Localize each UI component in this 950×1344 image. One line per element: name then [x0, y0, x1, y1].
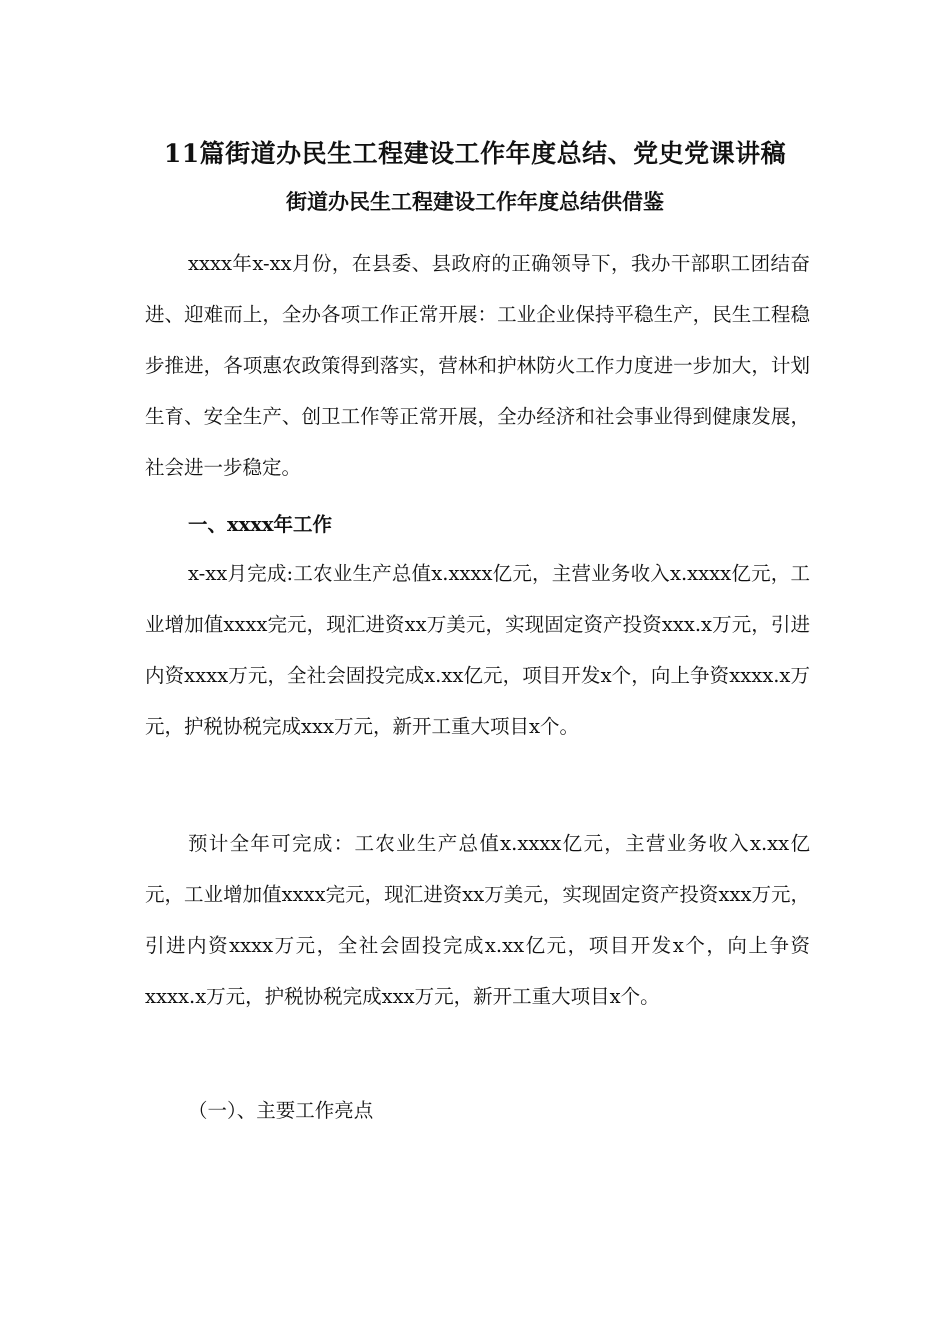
- subsection-heading: （一）、主要工作亮点: [188, 1099, 374, 1122]
- completed-paragraph: x-xx月完成:工农业生产总值x.xxxx亿元，主营业务收入x.xxxx亿元，工业增加值xxxx完元，现汇进资xx万美元，实现固定资产投资xxx.x万元，引进内资xxxx万元，全社会固投完成x.xx亿元，项目开发x个，向上争资xxxx.x万元，护税协税完成xxx万元，新开工重大项目x个。: [145, 562, 810, 738]
- intro-paragraph: xxxx年x-xx月份，在县委、县政府的正确领导下，我办干部职工团结奋进、迎难而上，全办各项工作正常开展：工业企业保持平稳生产，民生工程稳步推进，各项惠农政策得到落实，营林和护林防火工作力度进一步加大，计划生育、安全生产、创卫工作等正常开展，全办经济和社会事业得到健康发展，社会进一步稳定。: [145, 252, 810, 479]
- document-subtitle: 街道办民生工程建设工作年度总结供借鉴: [286, 189, 664, 214]
- forecast-paragraph: 预计全年可完成：工农业生产总值x.xxxx亿元，主营业务收入x.xx亿元，工业增加值xxxx完元，现汇进资xx万美元，实现固定资产投资xxx万元，引进内资xxxx万元，全社会固投完成x.xx亿元，项目开发x个，向上争资xxxx.x万元，护税协税完成xxx万元，新开工重大项目x个。: [145, 832, 810, 1008]
- document-title: 11篇街道办民生工程建设工作年度总结、党史党课讲稿: [163, 139, 787, 168]
- section-heading: 一、xxxx年工作: [188, 513, 333, 536]
